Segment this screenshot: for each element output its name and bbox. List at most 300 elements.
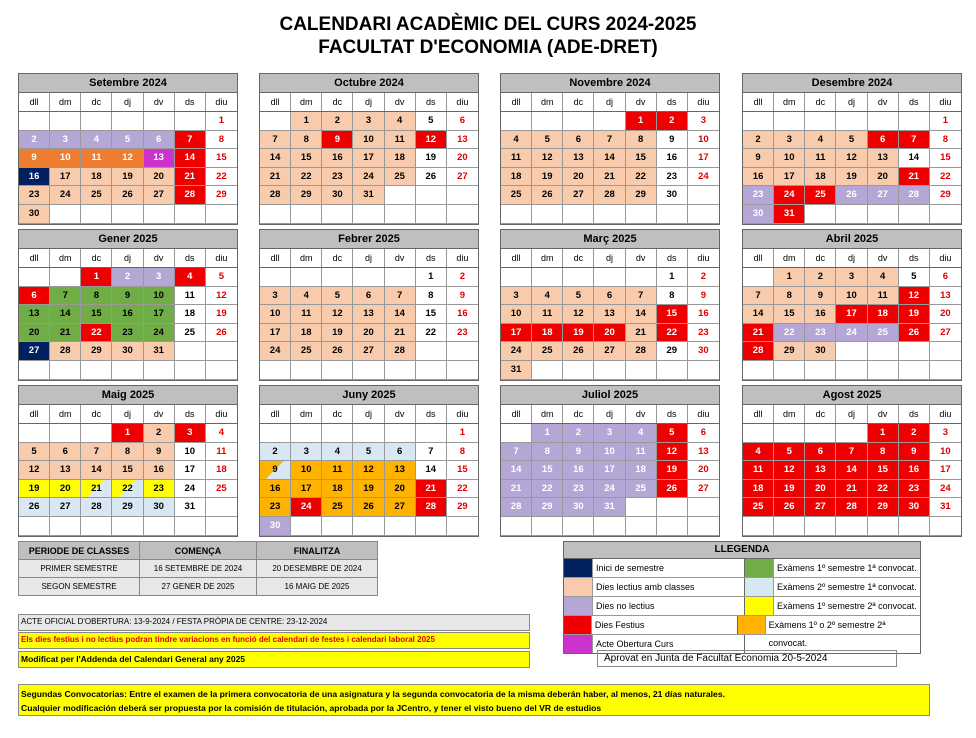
day-cell: 3 xyxy=(144,268,175,287)
day-cell: 23 xyxy=(19,186,50,205)
day-cell: 19 xyxy=(774,480,805,499)
empty-cell xyxy=(805,361,836,380)
period-end: 16 MAIG DE 2025 xyxy=(257,578,378,596)
day-cell: 16 xyxy=(144,461,175,480)
empty-cell xyxy=(112,112,143,131)
empty-cell xyxy=(501,112,532,131)
empty-cell xyxy=(532,268,563,287)
empty-cell xyxy=(385,205,416,224)
day-cell: 25 xyxy=(81,186,112,205)
day-cell: 15 xyxy=(447,461,478,480)
empty-cell xyxy=(626,268,657,287)
day-cell: 15 xyxy=(930,149,961,168)
day-cell: 22 xyxy=(930,168,961,187)
day-cell: 29 xyxy=(81,342,112,361)
day-cell: 3 xyxy=(260,287,291,306)
empty-cell xyxy=(563,361,594,380)
day-cell: 17 xyxy=(594,461,625,480)
weekday-name: dj xyxy=(353,405,384,423)
day-cell: 3 xyxy=(501,287,532,306)
month-title: Juny 2025 xyxy=(260,386,478,405)
calendar-title: CALENDARI ACADÈMIC DEL CURS 2024-2025 xyxy=(279,14,697,35)
weekday-name: dj xyxy=(353,249,384,267)
weekday-name: ds xyxy=(899,93,930,111)
day-cell: 6 xyxy=(385,443,416,462)
month-calendar xyxy=(18,385,238,537)
day-cell: 20 xyxy=(594,324,625,343)
day-cell: 14 xyxy=(594,149,625,168)
empty-cell xyxy=(112,361,143,380)
day-cell: 10 xyxy=(175,443,206,462)
day-cell: 22 xyxy=(626,168,657,187)
day-cell: 14 xyxy=(743,305,774,324)
day-cell: 13 xyxy=(688,443,719,462)
day-cell: 9 xyxy=(144,443,175,462)
empty-cell xyxy=(385,517,416,536)
day-cell: 15 xyxy=(291,149,322,168)
day-cell: 11 xyxy=(175,287,206,306)
day-cell: 23 xyxy=(899,480,930,499)
day-cell: 11 xyxy=(805,149,836,168)
empty-cell xyxy=(416,186,447,205)
empty-cell xyxy=(899,361,930,380)
approval-note: Aprovat en Junta de Facultat Economia 20-5-2024 xyxy=(597,650,897,667)
day-cell: 7 xyxy=(50,287,81,306)
day-cell: 16 xyxy=(260,480,291,499)
day-cell: 3 xyxy=(291,443,322,462)
weekday-name: dm xyxy=(774,405,805,423)
day-cell: 31 xyxy=(353,186,384,205)
day-cell: 6 xyxy=(688,424,719,443)
day-cell: 11 xyxy=(868,287,899,306)
empty-cell xyxy=(19,268,50,287)
weekday-name: dv xyxy=(144,249,175,267)
legend-swatch xyxy=(564,635,593,653)
day-cell: 26 xyxy=(563,342,594,361)
empty-cell xyxy=(291,517,322,536)
legend-swatch xyxy=(564,559,593,577)
empty-cell xyxy=(594,517,625,536)
day-cell: 21 xyxy=(836,480,867,499)
empty-cell xyxy=(688,498,719,517)
day-cell: 4 xyxy=(385,112,416,131)
day-cell: 17 xyxy=(144,305,175,324)
day-cell: 19 xyxy=(836,168,867,187)
empty-cell xyxy=(175,342,206,361)
day-cell: 15 xyxy=(532,461,563,480)
day-cell: 22 xyxy=(868,480,899,499)
weekday-name: dll xyxy=(19,249,50,267)
day-cell: 30 xyxy=(688,342,719,361)
day-cell: 29 xyxy=(112,498,143,517)
day-cell: 9 xyxy=(805,287,836,306)
day-cell: 4 xyxy=(291,287,322,306)
day-cell: 1 xyxy=(447,424,478,443)
empty-cell xyxy=(291,205,322,224)
empty-cell xyxy=(353,361,384,380)
day-cell: 17 xyxy=(50,168,81,187)
day-cell: 11 xyxy=(81,149,112,168)
day-cell: 5 xyxy=(657,424,688,443)
empty-cell xyxy=(447,186,478,205)
day-cell: 4 xyxy=(206,424,237,443)
day-cell: 25 xyxy=(868,324,899,343)
legend-swatch xyxy=(745,597,774,615)
day-cell: 16 xyxy=(112,305,143,324)
day-cell: 17 xyxy=(774,168,805,187)
weekday-name: diu xyxy=(697,97,710,107)
day-cell: 30 xyxy=(322,186,353,205)
day-cell: 6 xyxy=(930,268,961,287)
day-cell: 19 xyxy=(532,168,563,187)
day-cell: 6 xyxy=(868,131,899,150)
empty-cell xyxy=(743,424,774,443)
day-cell: 27 xyxy=(930,324,961,343)
day-cell: 11 xyxy=(385,131,416,150)
day-cell: 22 xyxy=(447,480,478,499)
day-cell: 29 xyxy=(447,498,478,517)
empty-cell xyxy=(836,342,867,361)
day-cell: 21 xyxy=(501,480,532,499)
weekday-name: ds xyxy=(899,249,930,267)
day-cell: 18 xyxy=(175,305,206,324)
empty-cell xyxy=(501,424,532,443)
day-cell: 28 xyxy=(260,186,291,205)
day-cell: 15 xyxy=(774,305,805,324)
day-cell: 22 xyxy=(112,480,143,499)
weekday-name: dj xyxy=(836,249,867,267)
day-cell: 12 xyxy=(353,461,384,480)
empty-cell xyxy=(19,517,50,536)
empty-cell xyxy=(144,517,175,536)
day-cell: 19 xyxy=(899,305,930,324)
weekday-name: dll xyxy=(501,249,532,267)
day-cell: 9 xyxy=(899,443,930,462)
day-cell: 10 xyxy=(144,287,175,306)
day-cell: 25 xyxy=(291,342,322,361)
empty-cell xyxy=(81,112,112,131)
empty-cell xyxy=(805,424,836,443)
weekday-name: dc xyxy=(563,405,594,423)
empty-cell xyxy=(416,361,447,380)
weekday-name: dc xyxy=(563,249,594,267)
day-cell: 22 xyxy=(291,168,322,187)
empty-cell xyxy=(322,205,353,224)
day-cell: 28 xyxy=(594,186,625,205)
day-cell: 9 xyxy=(260,461,291,480)
day-cell: 4 xyxy=(532,287,563,306)
day-cell: 24 xyxy=(291,498,322,517)
empty-cell xyxy=(743,361,774,380)
day-cell: 28 xyxy=(175,186,206,205)
weekday-name: ds xyxy=(175,93,206,111)
day-cell: 21 xyxy=(743,324,774,343)
day-cell: 13 xyxy=(353,305,384,324)
empty-cell xyxy=(930,517,961,536)
empty-cell xyxy=(532,112,563,131)
empty-cell xyxy=(206,517,237,536)
day-cell: 18 xyxy=(206,461,237,480)
day-cell: 11 xyxy=(322,461,353,480)
day-cell: 17 xyxy=(175,461,206,480)
empty-cell xyxy=(260,361,291,380)
day-cell: 8 xyxy=(112,443,143,462)
empty-cell xyxy=(774,424,805,443)
empty-cell xyxy=(501,517,532,536)
day-cell: 9 xyxy=(112,287,143,306)
empty-cell xyxy=(385,424,416,443)
day-cell: 17 xyxy=(260,324,291,343)
day-cell: 1 xyxy=(416,268,447,287)
empty-cell xyxy=(206,342,237,361)
empty-cell xyxy=(175,205,206,224)
day-cell: 12 xyxy=(774,461,805,480)
empty-cell xyxy=(532,517,563,536)
day-cell: 9 xyxy=(688,287,719,306)
empty-cell xyxy=(19,112,50,131)
period-name: PRIMER SEMESTRE xyxy=(19,560,140,578)
day-cell: 7 xyxy=(594,131,625,150)
weekday-name: ds xyxy=(416,249,447,267)
day-cell: 20 xyxy=(805,480,836,499)
day-cell: 8 xyxy=(774,287,805,306)
weekday-name: diu xyxy=(215,253,228,263)
empty-cell xyxy=(688,205,719,224)
weekday-name: ds xyxy=(416,405,447,423)
day-cell: 20 xyxy=(19,324,50,343)
day-cell: 13 xyxy=(930,287,961,306)
empty-cell xyxy=(563,205,594,224)
day-cell: 13 xyxy=(805,461,836,480)
day-cell: 17 xyxy=(291,480,322,499)
weekday-name: dj xyxy=(594,405,625,423)
day-cell: 3 xyxy=(50,131,81,150)
empty-cell xyxy=(447,517,478,536)
empty-cell xyxy=(291,268,322,287)
day-cell: 29 xyxy=(626,186,657,205)
empty-cell xyxy=(563,517,594,536)
weekday-name: dv xyxy=(385,93,416,111)
empty-cell xyxy=(930,342,961,361)
empty-cell xyxy=(563,268,594,287)
day-cell: 22 xyxy=(81,324,112,343)
empty-cell xyxy=(353,205,384,224)
empty-cell xyxy=(291,361,322,380)
day-cell: 24 xyxy=(260,342,291,361)
weekday-name: dc xyxy=(81,249,112,267)
weekday-header xyxy=(743,249,961,268)
day-cell: 27 xyxy=(144,186,175,205)
month-title: Setembre 2024 xyxy=(19,74,237,93)
empty-cell xyxy=(868,112,899,131)
weekday-name: dj xyxy=(353,93,384,111)
empty-cell xyxy=(930,361,961,380)
empty-cell xyxy=(836,424,867,443)
day-cell: 30 xyxy=(657,186,688,205)
day-cell: 7 xyxy=(743,287,774,306)
day-cell: 29 xyxy=(532,498,563,517)
day-cell: 13 xyxy=(19,305,50,324)
day-cell: 5 xyxy=(774,443,805,462)
day-cell: 22 xyxy=(657,324,688,343)
weekday-name: dll xyxy=(260,93,291,111)
day-cell: 10 xyxy=(930,443,961,462)
day-cell: 8 xyxy=(868,443,899,462)
day-cell: 12 xyxy=(563,305,594,324)
day-cell: 28 xyxy=(899,186,930,205)
weekday-header xyxy=(19,93,237,112)
day-cell: 1 xyxy=(774,268,805,287)
day-cell: 29 xyxy=(774,342,805,361)
period-start: 27 GENER DE 2025 xyxy=(140,578,257,596)
day-cell: 21 xyxy=(594,168,625,187)
empty-cell xyxy=(836,112,867,131)
empty-cell xyxy=(260,268,291,287)
day-cell: 16 xyxy=(743,168,774,187)
day-cell: 6 xyxy=(594,287,625,306)
empty-cell xyxy=(868,342,899,361)
empty-cell xyxy=(416,517,447,536)
day-cell: 2 xyxy=(657,112,688,131)
day-cell: 21 xyxy=(385,324,416,343)
day-cell: 24 xyxy=(175,480,206,499)
empty-cell xyxy=(626,205,657,224)
day-cell: 21 xyxy=(899,168,930,187)
empty-cell xyxy=(836,361,867,380)
weekday-name: ds xyxy=(175,405,206,423)
weekday-header xyxy=(19,405,237,424)
day-cell: 6 xyxy=(353,287,384,306)
weekday-name: diu xyxy=(456,253,469,263)
day-cell: 5 xyxy=(353,443,384,462)
legend-swatch xyxy=(564,616,592,634)
day-cell: 7 xyxy=(81,443,112,462)
weekday-name: dv xyxy=(868,249,899,267)
day-cell: 9 xyxy=(447,287,478,306)
day-cell: 31 xyxy=(774,205,805,224)
day-cell: 19 xyxy=(353,480,384,499)
empty-cell xyxy=(385,268,416,287)
day-cell: 2 xyxy=(688,268,719,287)
empty-cell xyxy=(899,205,930,224)
empty-cell xyxy=(805,517,836,536)
day-cell: 25 xyxy=(175,324,206,343)
day-cell: 23 xyxy=(688,324,719,343)
empty-cell xyxy=(501,268,532,287)
day-cell: 3 xyxy=(175,424,206,443)
weekday-name: dll xyxy=(743,93,774,111)
day-cell: 14 xyxy=(416,461,447,480)
empty-cell xyxy=(416,424,447,443)
period-end: 20 DESEMBRE DE 2024 xyxy=(257,560,378,578)
month-title: Gener 2025 xyxy=(19,230,237,249)
day-cell: 2 xyxy=(563,424,594,443)
weekday-name: dj xyxy=(112,249,143,267)
day-cell: 24 xyxy=(774,186,805,205)
day-cell: 14 xyxy=(501,461,532,480)
day-cell: 4 xyxy=(805,131,836,150)
day-cell: 26 xyxy=(657,480,688,499)
day-cell: 29 xyxy=(868,498,899,517)
weekday-name: dm xyxy=(774,249,805,267)
day-cell: 8 xyxy=(447,443,478,462)
month-calendar xyxy=(259,73,479,225)
day-cell: 25 xyxy=(626,480,657,499)
day-cell: 4 xyxy=(501,131,532,150)
weekday-name: dv xyxy=(144,93,175,111)
day-cell: 20 xyxy=(563,168,594,187)
day-cell: 27 xyxy=(353,342,384,361)
day-cell: 16 xyxy=(657,149,688,168)
day-cell: 18 xyxy=(868,305,899,324)
legend-swatch xyxy=(745,578,774,596)
legend-label: Inici de semestre xyxy=(593,559,745,577)
empty-cell xyxy=(657,517,688,536)
day-cell: 19 xyxy=(416,149,447,168)
day-cell: 26 xyxy=(206,324,237,343)
empty-cell xyxy=(563,112,594,131)
empty-cell xyxy=(50,517,81,536)
day-cell: 18 xyxy=(322,480,353,499)
day-cell: 4 xyxy=(322,443,353,462)
day-cell: 1 xyxy=(868,424,899,443)
period-start: 16 SETEMBRE DE 2024 xyxy=(140,560,257,578)
day-cell: 12 xyxy=(112,149,143,168)
day-cell: 25 xyxy=(501,186,532,205)
day-cell: 8 xyxy=(416,287,447,306)
weekday-name: dm xyxy=(291,93,322,111)
empty-cell xyxy=(626,498,657,517)
weekday-name: dm xyxy=(50,249,81,267)
day-cell: 15 xyxy=(206,149,237,168)
legend-label: Exàmens 2º semestre 1ª convocat. xyxy=(777,582,917,592)
empty-cell xyxy=(322,517,353,536)
empty-cell xyxy=(144,205,175,224)
empty-cell xyxy=(260,205,291,224)
day-cell: 17 xyxy=(688,149,719,168)
day-cell: 17 xyxy=(930,461,961,480)
day-cell: 19 xyxy=(322,324,353,343)
day-cell: 21 xyxy=(81,480,112,499)
empty-cell xyxy=(50,205,81,224)
day-cell: 21 xyxy=(260,168,291,187)
weekday-name: diu xyxy=(456,97,469,107)
empty-cell xyxy=(594,205,625,224)
empty-cell xyxy=(743,112,774,131)
weekday-name: diu xyxy=(215,97,228,107)
day-cell: 16 xyxy=(805,305,836,324)
weekday-name: dll xyxy=(260,405,291,423)
day-cell: 25 xyxy=(385,168,416,187)
empty-cell xyxy=(657,361,688,380)
day-cell: 23 xyxy=(657,168,688,187)
day-cell: 26 xyxy=(532,186,563,205)
day-cell: 2 xyxy=(899,424,930,443)
weekday-name: dll xyxy=(743,405,774,423)
day-cell: 9 xyxy=(322,131,353,150)
day-cell: 9 xyxy=(743,149,774,168)
day-cell: 28 xyxy=(81,498,112,517)
day-cell: 8 xyxy=(291,131,322,150)
day-cell: 8 xyxy=(206,131,237,150)
day-cell: 18 xyxy=(532,324,563,343)
day-cell: 31 xyxy=(144,342,175,361)
day-cell: 14 xyxy=(836,461,867,480)
day-cell: 10 xyxy=(260,305,291,324)
weekday-name: diu xyxy=(939,253,952,263)
day-cell: 27 xyxy=(50,498,81,517)
weekday-name: diu xyxy=(939,409,952,419)
